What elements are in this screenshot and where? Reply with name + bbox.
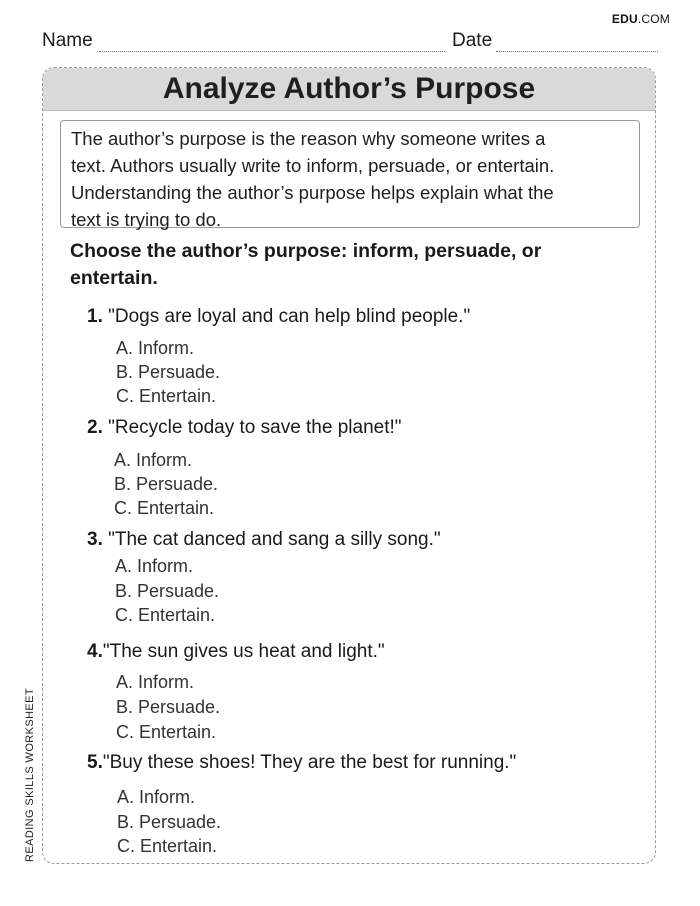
- question-number: 3.: [87, 529, 103, 550]
- question-4: [87, 641, 385, 663]
- date-label: Date: [452, 30, 493, 51]
- question-text: "The cat danced and sang a silly song.": [102, 529, 441, 550]
- question-text: "Dogs are loyal and can help blind people.": [102, 306, 471, 327]
- question-1: [87, 306, 470, 328]
- side-label: READING SKILLS WORKSHEET: [24, 687, 36, 862]
- name-label: Name: [42, 30, 93, 51]
- option-5a[interactable]: A. Inform.: [117, 787, 196, 807]
- question-number: 1.: [87, 306, 103, 327]
- brand-logo-rest: .COM: [637, 12, 670, 26]
- intro-line: text is trying to do.: [71, 209, 222, 230]
- name-field[interactable]: [99, 51, 445, 52]
- question-text: "Buy these shoes! They are the best for running.": [102, 752, 517, 773]
- intro-line: text. Authors usually write to inform, persuade, or entertain.: [71, 155, 555, 176]
- option-4a[interactable]: A. Inform.: [116, 672, 195, 692]
- question-5: [87, 752, 516, 774]
- question-number: 4.: [87, 641, 103, 662]
- option-4b[interactable]: B. Persuade.: [116, 697, 221, 717]
- brand-logo: [612, 12, 670, 26]
- option-5c[interactable]: C. Entertain.: [117, 836, 218, 856]
- question-2: [87, 417, 402, 439]
- option-1b[interactable]: B. Persuade.: [116, 362, 221, 382]
- question-text: "Recycle today to save the planet!": [102, 417, 402, 438]
- option-2b[interactable]: B. Persuade.: [114, 474, 219, 494]
- intro-line: The author’s purpose is the reason why someone writes a: [71, 128, 546, 149]
- worksheet-panel: [42, 67, 656, 864]
- question-3: [87, 529, 441, 551]
- question-number: 5.: [87, 752, 103, 773]
- question-text: "The sun gives us heat and light.": [102, 641, 385, 662]
- option-3a[interactable]: A. Inform.: [115, 556, 194, 576]
- instruction-line: Choose the author’s purpose: inform, persuade, or: [70, 240, 542, 262]
- name-date-row: [42, 30, 658, 54]
- option-5b[interactable]: B. Persuade.: [117, 812, 222, 832]
- option-4c[interactable]: C. Entertain.: [116, 722, 217, 742]
- intro-line: Understanding the author’s purpose helps explain what the: [71, 182, 554, 203]
- option-3b[interactable]: B. Persuade.: [115, 581, 220, 601]
- option-2c[interactable]: C. Entertain.: [114, 498, 215, 518]
- option-1c[interactable]: C. Entertain.: [116, 386, 217, 406]
- question-number: 2.: [87, 417, 103, 438]
- intro-box: [60, 120, 640, 228]
- option-1a[interactable]: A. Inform.: [116, 338, 195, 358]
- option-3c[interactable]: C. Entertain.: [115, 605, 216, 625]
- worksheet-title: Analyze Author’s Purpose: [43, 68, 655, 111]
- instruction: [70, 238, 630, 292]
- brand-logo-bold: EDU: [611, 12, 638, 26]
- option-2a[interactable]: A. Inform.: [114, 450, 193, 470]
- date-field[interactable]: [496, 51, 658, 52]
- instruction-line: entertain.: [70, 267, 158, 289]
